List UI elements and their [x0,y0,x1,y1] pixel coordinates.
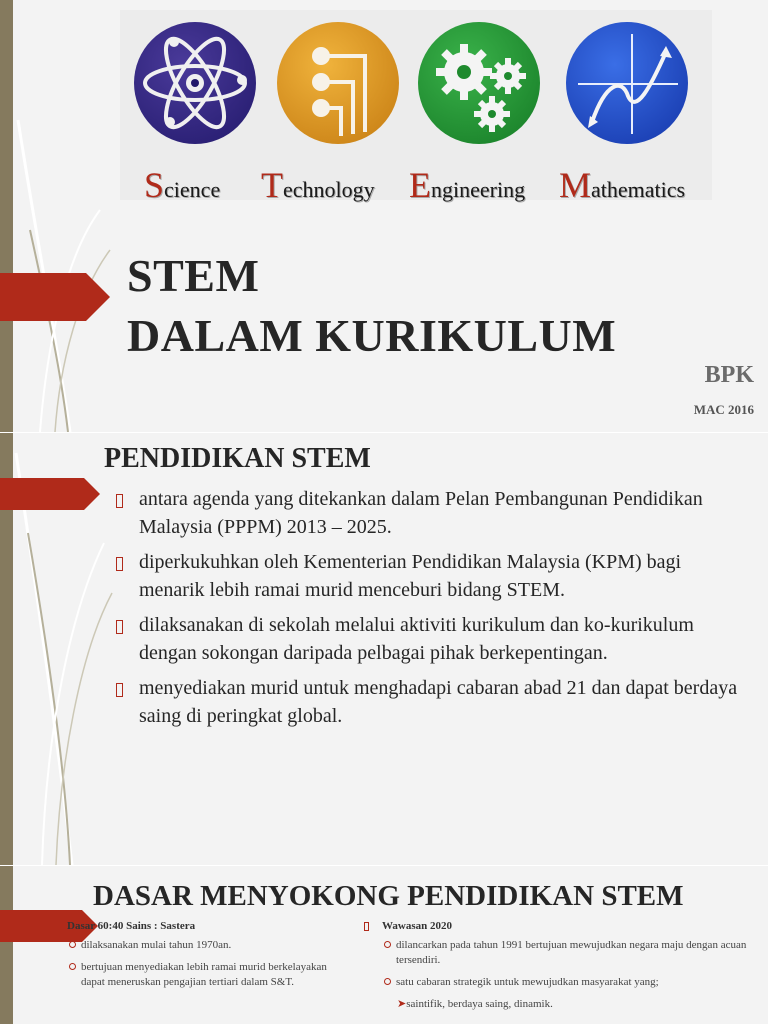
column-title: Dasar 60:40 Sains : Sastera [47,920,337,932]
slide-heading: PENDIDIKAN STEM [104,443,371,474]
banner-word-technology: Technology [261,165,375,205]
circle-bullet-icon [384,941,391,948]
list-item: bertujuan menyediakan lebih ramai murid berkelayakan dapat meneruskan pengajian tertiari dalam S&T. [69,960,337,990]
nested-item: ➤saintifik, berdaya saing, dinamik. [397,998,553,1010]
left-column [47,920,337,997]
list-item: diperkukuhkan oleh Kementerian Pendidikan Malaysia (KPM) bagi menarik lebih ramai murid menceburi bidang STEM. [116,548,746,604]
slide-pendidikan-stem [0,433,768,865]
left-accent-bar [0,866,13,1024]
bullet-marker-icon [364,922,369,931]
bullet-marker-icon [116,494,123,508]
banner-word-engineering: Engineering [409,165,526,205]
bullet-marker-icon [116,557,123,571]
column-title: Wawasan 2020 [362,920,762,932]
circle-bullet-icon [384,978,391,985]
slide-heading: DASAR MENYOKONG PENDIDIKAN STEM [93,880,684,912]
banner-word-mathematics: Mathematics [559,165,686,205]
slide-title-text [127,246,616,366]
list-item: dilaksanakan di sekolah melalui aktiviti kurikulum dan ko-kurikulum dengan sokongan daripada pelbagai pihak berkepentingan. [116,611,746,667]
organization-label: BPK [704,362,754,388]
sub-list [362,938,762,990]
sub-list [47,938,337,990]
decorative-swoosh [0,0,120,432]
stem-banner [120,10,712,205]
arrow-bullet-icon: ➤ [397,998,407,1010]
banner-word-science: Science [144,165,221,205]
circuit-icon [277,22,399,144]
title-line-1: STEM [127,250,260,301]
list-item: dilaksanakan mulai tahun 1970an. [69,938,337,953]
graph-icon [566,22,688,144]
right-column [362,920,762,1010]
bullet-list [116,485,746,737]
circle-bullet-icon [69,941,76,948]
slide-dasar [0,866,768,1024]
slide-title [0,0,768,432]
date-label: MAC 2016 [693,402,754,417]
bullet-marker-icon [116,620,123,634]
bullet-marker-icon [116,683,123,697]
gears-icon [418,22,540,144]
list-item: antara agenda yang ditekankan dalam Pelan Pembangunan Pendidikan Malaysia (PPPM) 2013 – 2025. [116,485,746,541]
circle-bullet-icon [69,963,76,970]
red-arrow-marker [0,273,110,321]
bullet-marker-icon [49,922,54,931]
list-item: dilancarkan pada tahun 1991 bertujuan mewujudkan negara maju dengan acuan tersendiri. [384,938,762,968]
list-item: menyediakan murid untuk menghadapi cabaran abad 21 dan dapat berdaya saing di peringkat global. [116,674,746,730]
atom-icon [134,22,256,144]
red-arrow-marker [0,478,100,510]
title-line-2: DALAM KURIKULUM [127,310,617,361]
list-item: satu cabaran strategik untuk mewujudkan masyarakat yang; [384,975,762,990]
